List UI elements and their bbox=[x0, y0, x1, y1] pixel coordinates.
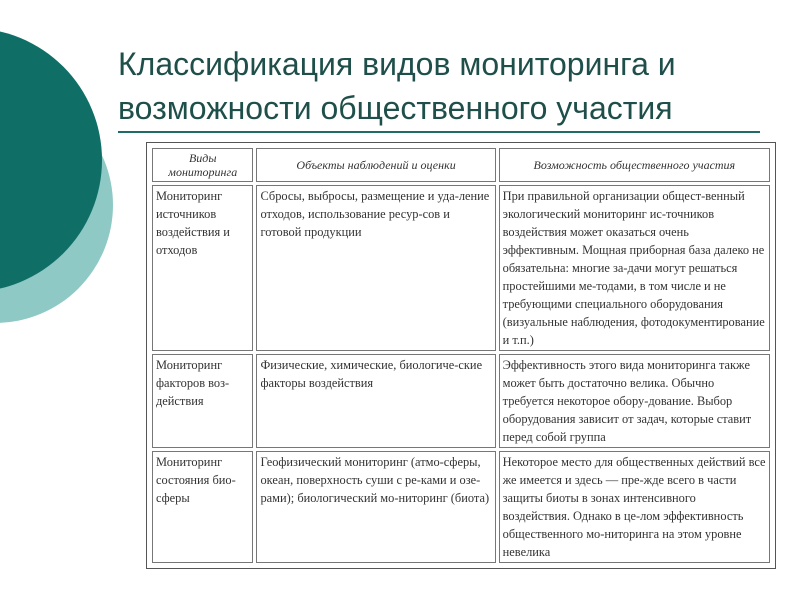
title-divider bbox=[118, 131, 760, 133]
classification-table-frame bbox=[146, 142, 776, 569]
decorative-circles bbox=[0, 0, 120, 600]
cell-monitoring-type: Мониторинг факторов воз-действия bbox=[152, 354, 253, 448]
header-participation: Возможность общественного участия bbox=[499, 148, 770, 182]
cell-participation: Эффективность этого вида мониторинга также может быть достаточно велика. Обычно требуется некоторое обору-дование. Выбор оборудования зависит от задач, которые ставит перед собой группа bbox=[499, 354, 770, 448]
page-title bbox=[118, 42, 778, 130]
decorative-circles-graphic bbox=[0, 0, 120, 600]
classification-table bbox=[149, 145, 773, 566]
table-row bbox=[152, 354, 770, 448]
cell-objects: Физические, химические, биологиче-ские факторы воздействия bbox=[256, 354, 495, 448]
table-header-row bbox=[152, 148, 770, 182]
table-row bbox=[152, 451, 770, 563]
page-title-line-1: Классификация видов мониторинга и bbox=[118, 46, 676, 82]
table-row bbox=[152, 185, 770, 351]
header-objects: Объекты наблюдений и оценки bbox=[256, 148, 495, 182]
header-monitoring-type: Виды мониторинга bbox=[152, 148, 253, 182]
cell-objects: Геофизический мониторинг (атмо-сферы, океан, поверхность суши с ре-ками и озе-рами); биологический мо-ниторинг (биота) bbox=[256, 451, 495, 563]
cell-monitoring-type: Мониторинг источников воздействия и отходов bbox=[152, 185, 253, 351]
cell-objects: Сбросы, выбросы, размещение и уда-ление отходов, использование ресур-сов и готовой продукции bbox=[256, 185, 495, 351]
page-title-line-2: возможности общественного участия bbox=[118, 90, 673, 126]
cell-participation: Некоторое место для общественных действий все же имеется и здесь — пре-жде всего в части защиты биоты в зонах интенсивного воздействия. Однако в це-лом эффективность общественного мо-ниторинга на этом уровне невелика bbox=[499, 451, 770, 563]
cell-participation: При правильной организации общест-венный экологический мониторинг ис-точников воздействия может оказаться очень эффективным. Мощная приборная база далеко не обязательна: многие за-дачи могут решаться простейшими ме-тодами, в том числе и не требующими специального оборудования (визуальные наблюдения, фотодокументирование и т.п.) bbox=[499, 185, 770, 351]
cell-monitoring-type: Мониторинг состояния био-сферы bbox=[152, 451, 253, 563]
